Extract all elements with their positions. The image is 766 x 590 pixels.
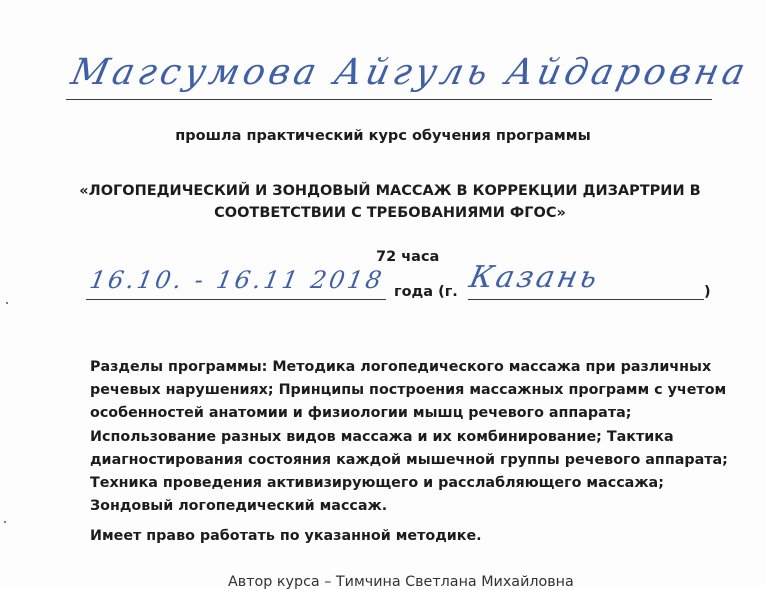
recipient-name: Магсумова Айгуль Айдаровна (67, 52, 753, 93)
program-sections: Разделы программы: Методика логопедического массажа при различных речевых нарушениях; Принципы построения массажных программ с учетом особенностей анатомии и физиологии мышц речевого аппарата; Использование разных видов массажа и их комбинирование; Тактика диагностирования состояния каждой мышечной группы речевого аппарата; Техника проведения активизирующего и расслабляющего массажа; Зондовый логопедический массаж. (90, 359, 728, 515)
closing-parenthesis: ) (704, 284, 711, 300)
scan-speck (4, 521, 6, 523)
course-title: «ЛОГОПЕДИЧЕСКИЙ И ЗОНДОВЫЙ МАССАЖ В КОРРЕКЦИИ ДИЗАРТРИИ В СООТВЕТСТВИИ С ТРЕБОВАНИЯМИ ФГОС» (79, 183, 701, 221)
rights-statement: Имеет право работать по указанной методике. (90, 528, 482, 544)
completed-course-text: прошла практический курс обучения программы (175, 128, 591, 144)
city-underline (468, 299, 704, 300)
course-hours: 72 часа (376, 249, 440, 265)
course-dates: 16.10. - 16.11 2018 (87, 266, 387, 294)
name-underline (66, 99, 712, 100)
course-author: Автор курса – Тимчина Светлана Михайловна (228, 574, 574, 590)
dates-underline (86, 299, 386, 300)
year-label: года (г. (394, 284, 458, 300)
scan-speck (6, 302, 8, 304)
course-city: Казань (466, 260, 604, 295)
